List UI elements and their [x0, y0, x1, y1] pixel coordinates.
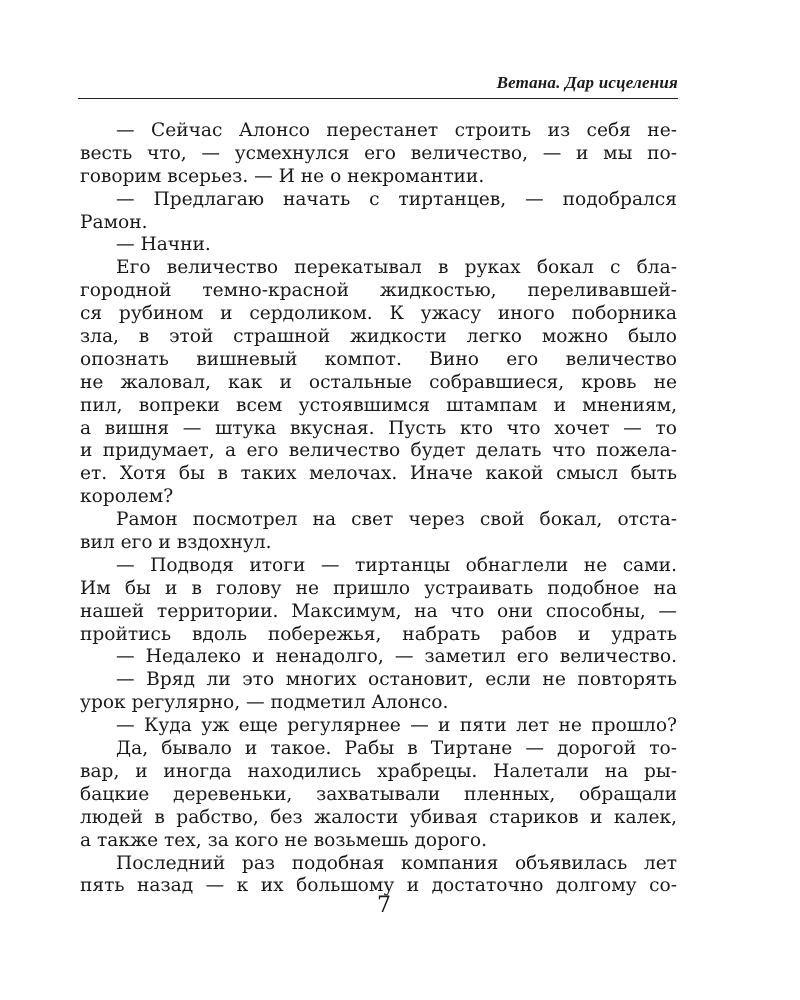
text-line: урок регулярно, — подметил Алонсо.: [80, 692, 449, 714]
text-line: говорим всерьез. — И не о некромантии.: [80, 165, 485, 187]
text-line: Рамон посмотрел на свет через свой бокал, отста-: [116, 509, 677, 531]
text-line: Его величество перекатывал в руках бокал с бла-: [116, 257, 677, 279]
page-number: [0, 893, 760, 918]
text-line: пил, вопреки всем устоявшимся штампам и мнениям,: [80, 394, 677, 416]
text-line: городной темно-красной жидкостью, переливавшей-: [80, 280, 677, 302]
text-line: королем?: [80, 486, 174, 508]
text-line: — Сейчас Алонсо перестанет строить из себя не-: [116, 120, 677, 141]
running-head: [78, 72, 678, 99]
text-line: — Вряд ли это многих остановит, если не повторять: [116, 669, 677, 691]
text-line: Рамон.: [80, 211, 148, 233]
text-line: вар, и иногда находились храбрецы. Налетали на ры-: [80, 760, 677, 782]
text-line: Им бы и в голову не пришло устраивать подобное на: [80, 577, 677, 599]
text-line: а вишня — штука вкусная. Пусть кто что хочет — то: [80, 417, 677, 439]
text-line: нашей территории. Максимум, на что они способны, —: [80, 600, 677, 622]
text-line: Да, бывало и такое. Рабы в Тиртане — дорогой то-: [116, 738, 677, 760]
text-line: ся рубином и сердоликом. К ужасу иного поборника: [80, 303, 677, 325]
text-line: и придумает, а его величество будет делать что пожела-: [80, 440, 677, 462]
page-number-label: 7: [377, 893, 391, 918]
text-line: бацкие деревеньки, захватывали пленных, обращали: [80, 783, 677, 805]
text-line: — Куда уж еще регулярнее — и пяти лет не прошло?: [116, 715, 677, 737]
text-line: — Недалеко и ненадолго, — заметил его величество.: [116, 646, 677, 668]
text-line: не жаловал, как и остальные собравшиеся, кровь не: [80, 371, 677, 393]
text-line: пройтись вдоль побережья, набрать рабов и удрать: [80, 623, 677, 645]
text-line: — Начни.: [116, 234, 211, 256]
text-line: опознать вишневый компот. Вино его величество: [80, 348, 677, 370]
text-line: а также тех, за кого не возьмешь дорого.: [80, 829, 488, 851]
text-line: людей в рабство, без жалости убивая стариков и калек,: [80, 806, 677, 828]
text-line: пять назад — к их большому и достаточно долгому со-: [80, 875, 677, 897]
body-text: [80, 120, 677, 898]
text-line: — Предлагаю начать с тиртанцев, — подобрался: [116, 188, 677, 210]
text-line: ет. Хотя бы в таких мелочах. Иначе какой смысл быть: [80, 463, 677, 485]
text-line: весть что, — усмехнулся его величество, — и мы по-: [80, 142, 677, 164]
text-line: зла, в этой страшной жидкости легко можно было: [80, 326, 677, 348]
text-line: Последний раз подобная компания объявилась лет: [116, 852, 677, 874]
text-line: — Подводя итоги — тиртанцы обнаглели не сами.: [116, 554, 677, 576]
running-head-title: Ветана. Дар исцеления: [496, 73, 678, 92]
text-line: вил его и вздохнул.: [80, 532, 272, 554]
